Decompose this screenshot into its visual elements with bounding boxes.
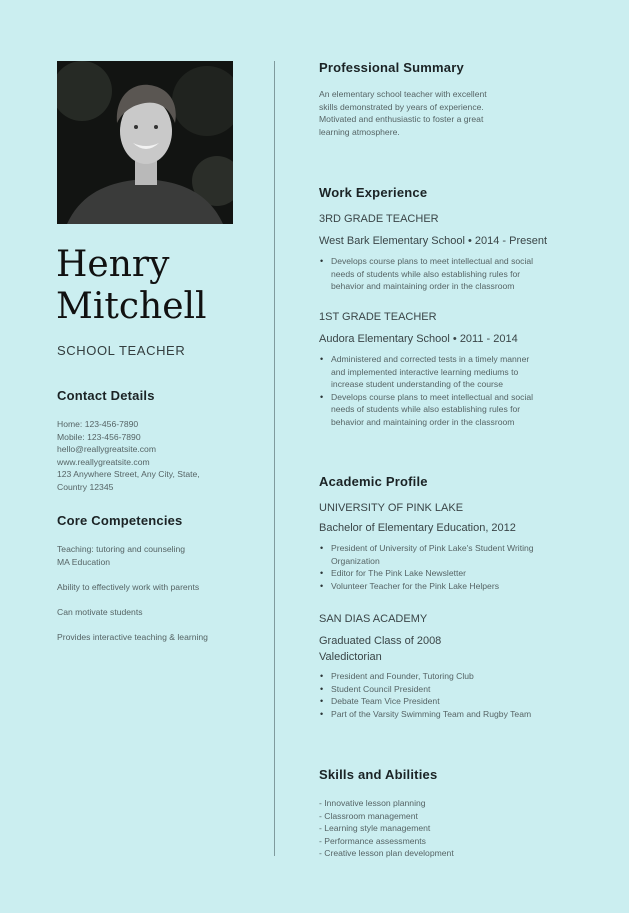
bullet-line: • Editor for The Pink Lake Newsletter <box>331 568 467 578</box>
contact-line: hello@reallygreatsite.com <box>57 444 157 454</box>
school-bullets <box>319 542 534 592</box>
job-role: SCHOOL TEACHER <box>57 343 186 358</box>
skill-item: - Creative lesson plan development <box>319 848 454 858</box>
competency-item: MA Education <box>57 556 111 567</box>
school-detail <box>319 633 441 665</box>
school-bullet <box>331 670 531 683</box>
bullet-line: • Debate Team Vice President <box>331 696 440 706</box>
summary-heading: Professional Summary <box>319 60 464 75</box>
school-bullet <box>331 683 531 696</box>
summary-line: Motivated and enthusiastic to foster a great <box>319 114 484 124</box>
candidate-name <box>56 244 207 328</box>
competency-item: Provides interactive teaching & learning <box>57 631 208 642</box>
school-bullet <box>331 708 531 721</box>
job-title: 1ST GRADE TEACHER <box>319 311 437 323</box>
bullet-line: and implemented interactive learning mediums to <box>331 366 519 377</box>
work-heading: Work Experience <box>319 185 428 200</box>
bullet-line: • Student Council President <box>331 683 431 694</box>
job-place: Audora Elementary School • 2011 - 2014 <box>319 333 518 345</box>
contact-line: 123 Anywhere Street, Any City, State, <box>57 469 200 479</box>
job-title: 3RD GRADE TEACHER <box>319 213 439 225</box>
bullet-line: increase student understanding of the course <box>331 379 503 389</box>
contact-line: Mobile: 123-456-7890 <box>57 431 141 442</box>
bullet-line: behavior and maintaining order in the classroom <box>331 416 515 427</box>
summary-text <box>319 88 487 138</box>
competency-item: Can motivate students <box>57 606 143 617</box>
school-bullet <box>331 695 531 708</box>
job-place: West Bark Elementary School • 2014 - Present <box>319 235 548 247</box>
competencies-heading: Core Competencies <box>57 513 183 528</box>
school-detail-line: Bachelor of Elementary Education, 2012 <box>319 522 516 534</box>
job-bullets <box>319 353 533 428</box>
contact-details <box>57 418 200 493</box>
summary-line: learning atmosphere. <box>319 126 400 137</box>
job-bullets <box>319 255 533 293</box>
bullet-line: • Develops course plans to meet intellectual and social <box>331 391 534 402</box>
bullet-line: needs of students while also establishing rules for <box>331 404 521 414</box>
skill-item: - Classroom management <box>319 810 418 821</box>
school-bullet <box>331 567 534 580</box>
competency-item: Ability to effectively work with parents <box>57 581 200 592</box>
summary-line: An elementary school teacher with excellent <box>319 89 487 99</box>
skills-list <box>319 797 454 860</box>
skill-item: - Innovative lesson planning <box>319 798 426 808</box>
academic-heading: Academic Profile <box>319 474 428 489</box>
skill-item: - Performance assessments <box>319 835 426 846</box>
bullet-line: • Develops course plans to meet intellectual and social <box>331 256 534 266</box>
bullet-line: needs of students while also establishing rules for <box>331 268 521 279</box>
summary-line: skills demonstrated by years of experience. <box>319 101 484 112</box>
last-name: Mitchell <box>56 286 207 327</box>
job-bullet <box>331 391 533 429</box>
school-detail <box>319 520 516 536</box>
contact-line: Country 12345 <box>57 481 114 492</box>
skill-item: - Learning style management <box>319 823 431 833</box>
job-bullet <box>331 353 533 391</box>
school-detail-line: Valedictorian <box>319 651 382 663</box>
school-detail-line: Graduated Class of 2008 <box>319 635 442 647</box>
school-name: SAN DIAS ACADEMY <box>319 613 428 625</box>
school-name: UNIVERSITY OF PINK LAKE <box>319 502 464 514</box>
contact-line: Home: 123-456-7890 <box>57 419 139 429</box>
bullet-line: • Administered and corrected tests in a timely manner <box>331 354 530 364</box>
school-bullets <box>319 670 531 720</box>
bullet-line: • President and Founder, Tutoring Club <box>331 671 474 681</box>
job-bullet <box>331 255 533 293</box>
bullet-line: • Volunteer Teacher for the Pink Lake Helpers <box>331 580 499 591</box>
column-divider <box>274 61 275 856</box>
competencies-list <box>57 543 208 656</box>
profile-photo <box>57 61 233 224</box>
contact-line: www.reallygreatsite.com <box>57 456 150 467</box>
bullet-line: Organization <box>331 555 380 566</box>
competency-item: Teaching: tutoring and counseling <box>57 544 186 554</box>
skills-heading: Skills and Abilities <box>319 767 438 782</box>
bullet-line: • President of University of Pink Lake's Student Writing <box>331 543 534 553</box>
school-bullet <box>331 580 534 593</box>
contact-heading: Contact Details <box>57 388 155 403</box>
first-name: Henry <box>56 244 170 285</box>
bullet-line: • Part of the Varsity Swimming Team and Rugby Team <box>331 708 532 719</box>
portrait-image <box>57 61 233 224</box>
school-bullet <box>331 542 534 567</box>
bullet-line: behavior and maintaining order in the classroom <box>331 281 515 291</box>
